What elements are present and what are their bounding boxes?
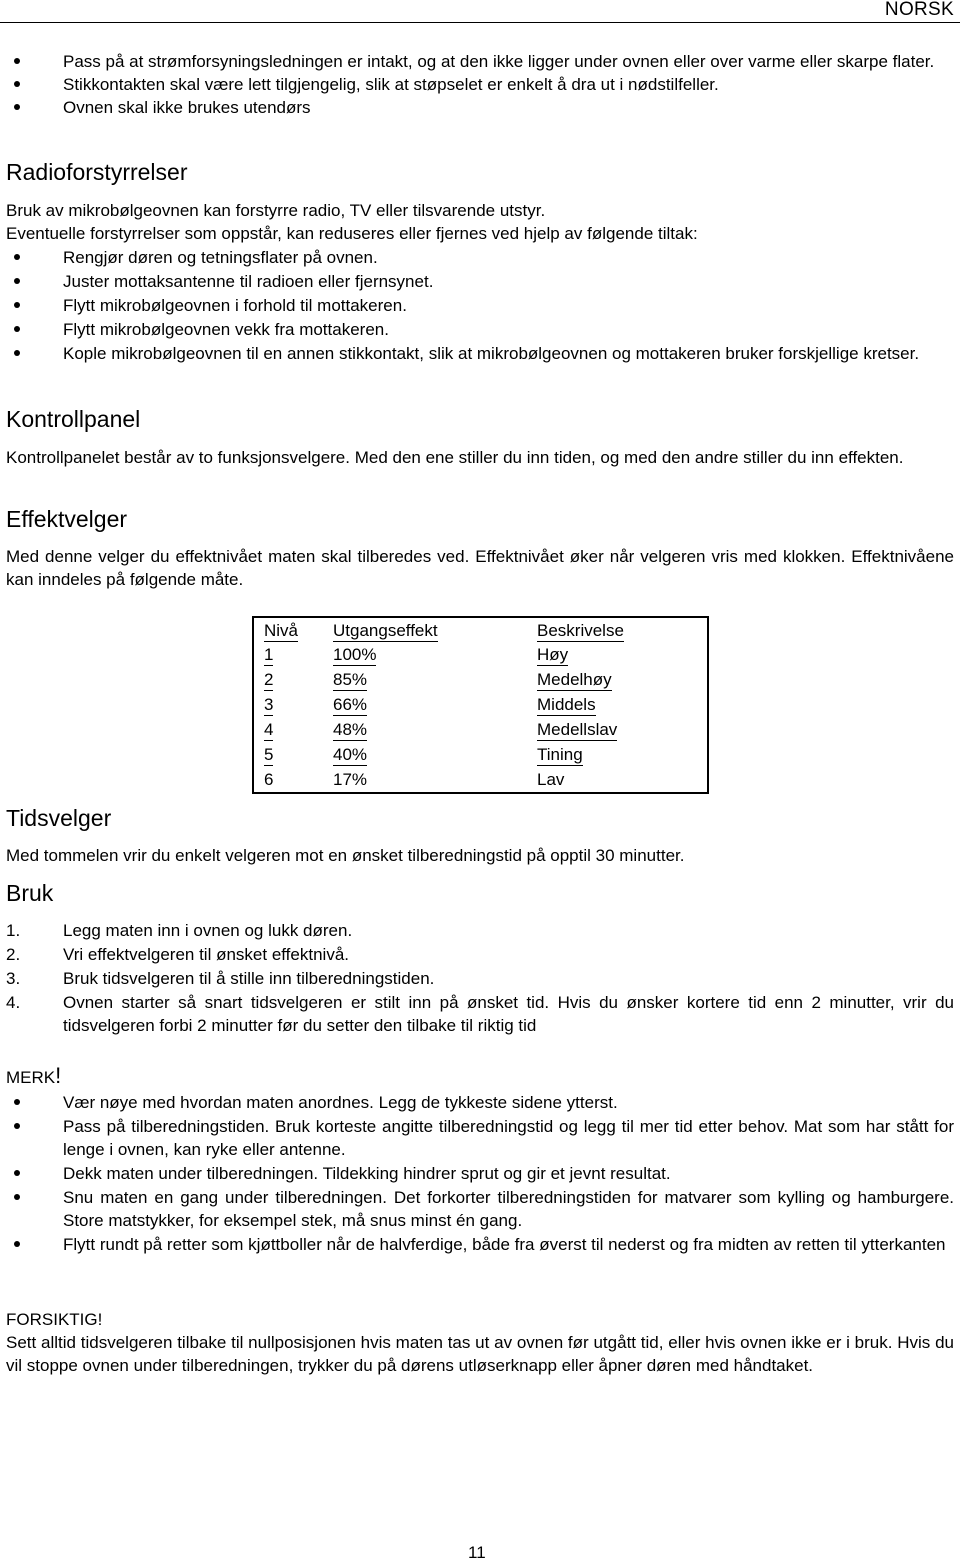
- list-item: [6, 919, 954, 942]
- list-item: Vær nøye med hvordan maten anordnes. Legg de tykkeste sidene ytterst.: [6, 1091, 954, 1114]
- list-item: Flytt mikrobølgeovnen i forhold til mottakeren.: [6, 294, 954, 317]
- table-header-cell: [253, 617, 323, 643]
- table-row: [253, 668, 708, 693]
- section-heading-timer: Tidsvelger: [6, 805, 112, 831]
- header-language-label: NORSK: [884, 0, 954, 20]
- list-item: Dekk maten under tilberedningen. Tildekking hindrer sprut og gir et jevnt resultat.: [6, 1162, 954, 1185]
- intro-bullet-list: [6, 50, 954, 119]
- caution-paragraph: Sett alltid tidsvelgeren tilbake til nullposisjonen hvis maten tas ut av ovnen før utgått tid, eller hvis ovnen ikke er i bruk. Hvis du vil stoppe ovnen under tilberedningen, trykker du på dørens utløserknapp eller åpner døren med håndtaket.: [6, 1333, 954, 1375]
- control-paragraph: Kontrollpanelet består av to funksjonsvelgere. Med den ene stiller du inn tiden, og med den andre stiller du inn effekten.: [6, 448, 904, 467]
- table-row: [253, 718, 708, 743]
- table-row: [253, 693, 708, 718]
- cell-description: Lav: [537, 770, 565, 789]
- step-number: 1.: [6, 921, 21, 940]
- list-item: [6, 967, 954, 990]
- table-cell: [323, 718, 527, 743]
- section-heading-radio: Radioforstyrrelser: [6, 159, 188, 185]
- radio-line-2: Eventuelle forstyrrelser som oppstår, kan reduseres eller fjernes ved hjelp av følgende tiltak:: [6, 224, 698, 243]
- cell-output: 66%: [333, 695, 368, 714]
- list-item: Ovnen skal ikke brukes utendørs: [6, 96, 954, 119]
- caution-heading: FORSIKTIG!: [6, 1310, 103, 1329]
- table-row: [253, 768, 708, 793]
- table-cell: [527, 743, 708, 768]
- cell-level: 3: [264, 695, 274, 714]
- list-item: Flytt rundt på retter som kjøttboller når de halvferdige, både fra øverst til nederst og fra midten av retten til ytterkanten: [6, 1233, 954, 1256]
- cell-level: 6: [264, 770, 274, 789]
- table-cell: [253, 768, 323, 793]
- table-header-cell: [527, 617, 708, 643]
- cell-description: Tining: [537, 745, 583, 764]
- header-output: Utgangseffekt: [333, 621, 438, 640]
- cell-description: Medelhøy: [537, 670, 612, 689]
- step-number: 4.: [6, 993, 21, 1012]
- header-divider: [0, 22, 960, 23]
- cell-output: 85%: [333, 670, 368, 689]
- table-cell: [253, 718, 323, 743]
- list-item: Stikkontakten skal være lett tilgjengelig, slik at støpselet er enkelt å dra ut i nødstilfeller.: [6, 73, 954, 96]
- note-heading-text: MERK: [6, 1068, 56, 1087]
- table-row: [253, 743, 708, 768]
- section-heading-effect: Effektvelger: [6, 506, 128, 532]
- table-cell: [253, 743, 323, 768]
- radio-line-1: Bruk av mikrobølgeovnen kan forstyrre radio, TV eller tilsvarende utstyr.: [6, 201, 546, 220]
- header-level: Nivå: [264, 621, 299, 640]
- cell-output: 40%: [333, 745, 368, 764]
- table-cell: [253, 643, 323, 668]
- cell-output: 17%: [333, 770, 368, 789]
- table-cell: [323, 693, 527, 718]
- timer-paragraph: Med tommelen vrir du enkelt velgeren mot en ønsket tilberedningstid på opptil 30 minutter.: [6, 846, 685, 865]
- page-number: 11: [468, 1543, 486, 1561]
- list-item: Pass på tilberedningstiden. Bruk korteste angitte tilberedningstid og legg til mer tid etter behov. Mat som har stått for lenge i ovnen, kan ryke eller antenne.: [6, 1115, 954, 1161]
- table-header-cell: [323, 617, 527, 643]
- table-cell: [253, 668, 323, 693]
- cell-level: 4: [264, 720, 274, 739]
- note-bullet-list: [6, 1091, 954, 1256]
- step-number: 3.: [6, 969, 21, 988]
- cell-output: 100%: [333, 645, 377, 664]
- step-text: Ovnen starter så snart tidsvelgeren er stilt inn på ønsket tid. Hvis du ønsker kortere tid enn 2 minutter, vrir du tidsvelgeren forbi 2 minutter før du setter den tilbake til riktig tid: [63, 993, 954, 1035]
- effect-level-table: [252, 616, 709, 794]
- effect-paragraph: Med denne velger du effektnivået maten skal tilberedes ved. Effektnivået øker når velgeren vris med klokken. Effektnivåene kan inndeles på følgende måte.: [6, 547, 954, 589]
- note-heading: [6, 1064, 61, 1089]
- list-item: Juster mottaksantenne til radioen eller fjernsynet.: [6, 270, 954, 293]
- cell-output: 48%: [333, 720, 368, 739]
- table-cell: [323, 643, 527, 668]
- table-row: [253, 643, 708, 668]
- note-heading-exclamation: !: [55, 1063, 62, 1088]
- radio-bullet-list: [6, 246, 954, 365]
- table-cell: [323, 768, 527, 793]
- step-text: Vri effektvelgeren til ønsket effektnivå.: [63, 945, 349, 964]
- list-item: [6, 991, 954, 1037]
- list-item: Flytt mikrobølgeovnen vekk fra mottakeren.: [6, 318, 954, 341]
- table-cell: [527, 668, 708, 693]
- cell-level: 2: [264, 670, 274, 689]
- list-item: Pass på at strømforsyningsledningen er intakt, og at den ikke ligger under ovnen eller over varme eller skarpe flater.: [6, 50, 954, 73]
- usage-step-list: [6, 919, 954, 1037]
- cell-level: 5: [264, 745, 274, 764]
- table-cell: [527, 693, 708, 718]
- list-item: Rengjør døren og tetningsflater på ovnen.: [6, 246, 954, 269]
- step-text: Bruk tidsvelgeren til å stille inn tilberedningstiden.: [63, 969, 435, 988]
- header-description: Beskrivelse: [537, 621, 624, 640]
- table-header-row: [253, 617, 708, 643]
- table-cell: [323, 668, 527, 693]
- table-cell: [253, 693, 323, 718]
- cell-description: Medellslav: [537, 720, 618, 739]
- section-heading-usage: Bruk: [6, 880, 54, 906]
- table-cell: [323, 743, 527, 768]
- table-cell: [527, 718, 708, 743]
- list-item: [6, 943, 954, 966]
- table-cell: [527, 643, 708, 668]
- cell-description: Høy: [537, 645, 569, 664]
- list-item: Snu maten en gang under tilberedningen. Det forkorter tilberedningstiden for matvarer som kylling og hamburgere. Store matstykker, for eksempel stek, må snus minst én gang.: [6, 1186, 954, 1232]
- section-heading-control: Kontrollpanel: [6, 406, 141, 432]
- cell-level: 1: [264, 645, 274, 664]
- cell-description: Middels: [537, 695, 596, 714]
- step-text: Legg maten inn i ovnen og lukk døren.: [63, 921, 353, 940]
- step-number: 2.: [6, 945, 21, 964]
- table-cell: [527, 768, 708, 793]
- list-item: Kople mikrobølgeovnen til en annen stikkontakt, slik at mikrobølgeovnen og mottakeren bruker forskjellige kretser.: [6, 342, 954, 365]
